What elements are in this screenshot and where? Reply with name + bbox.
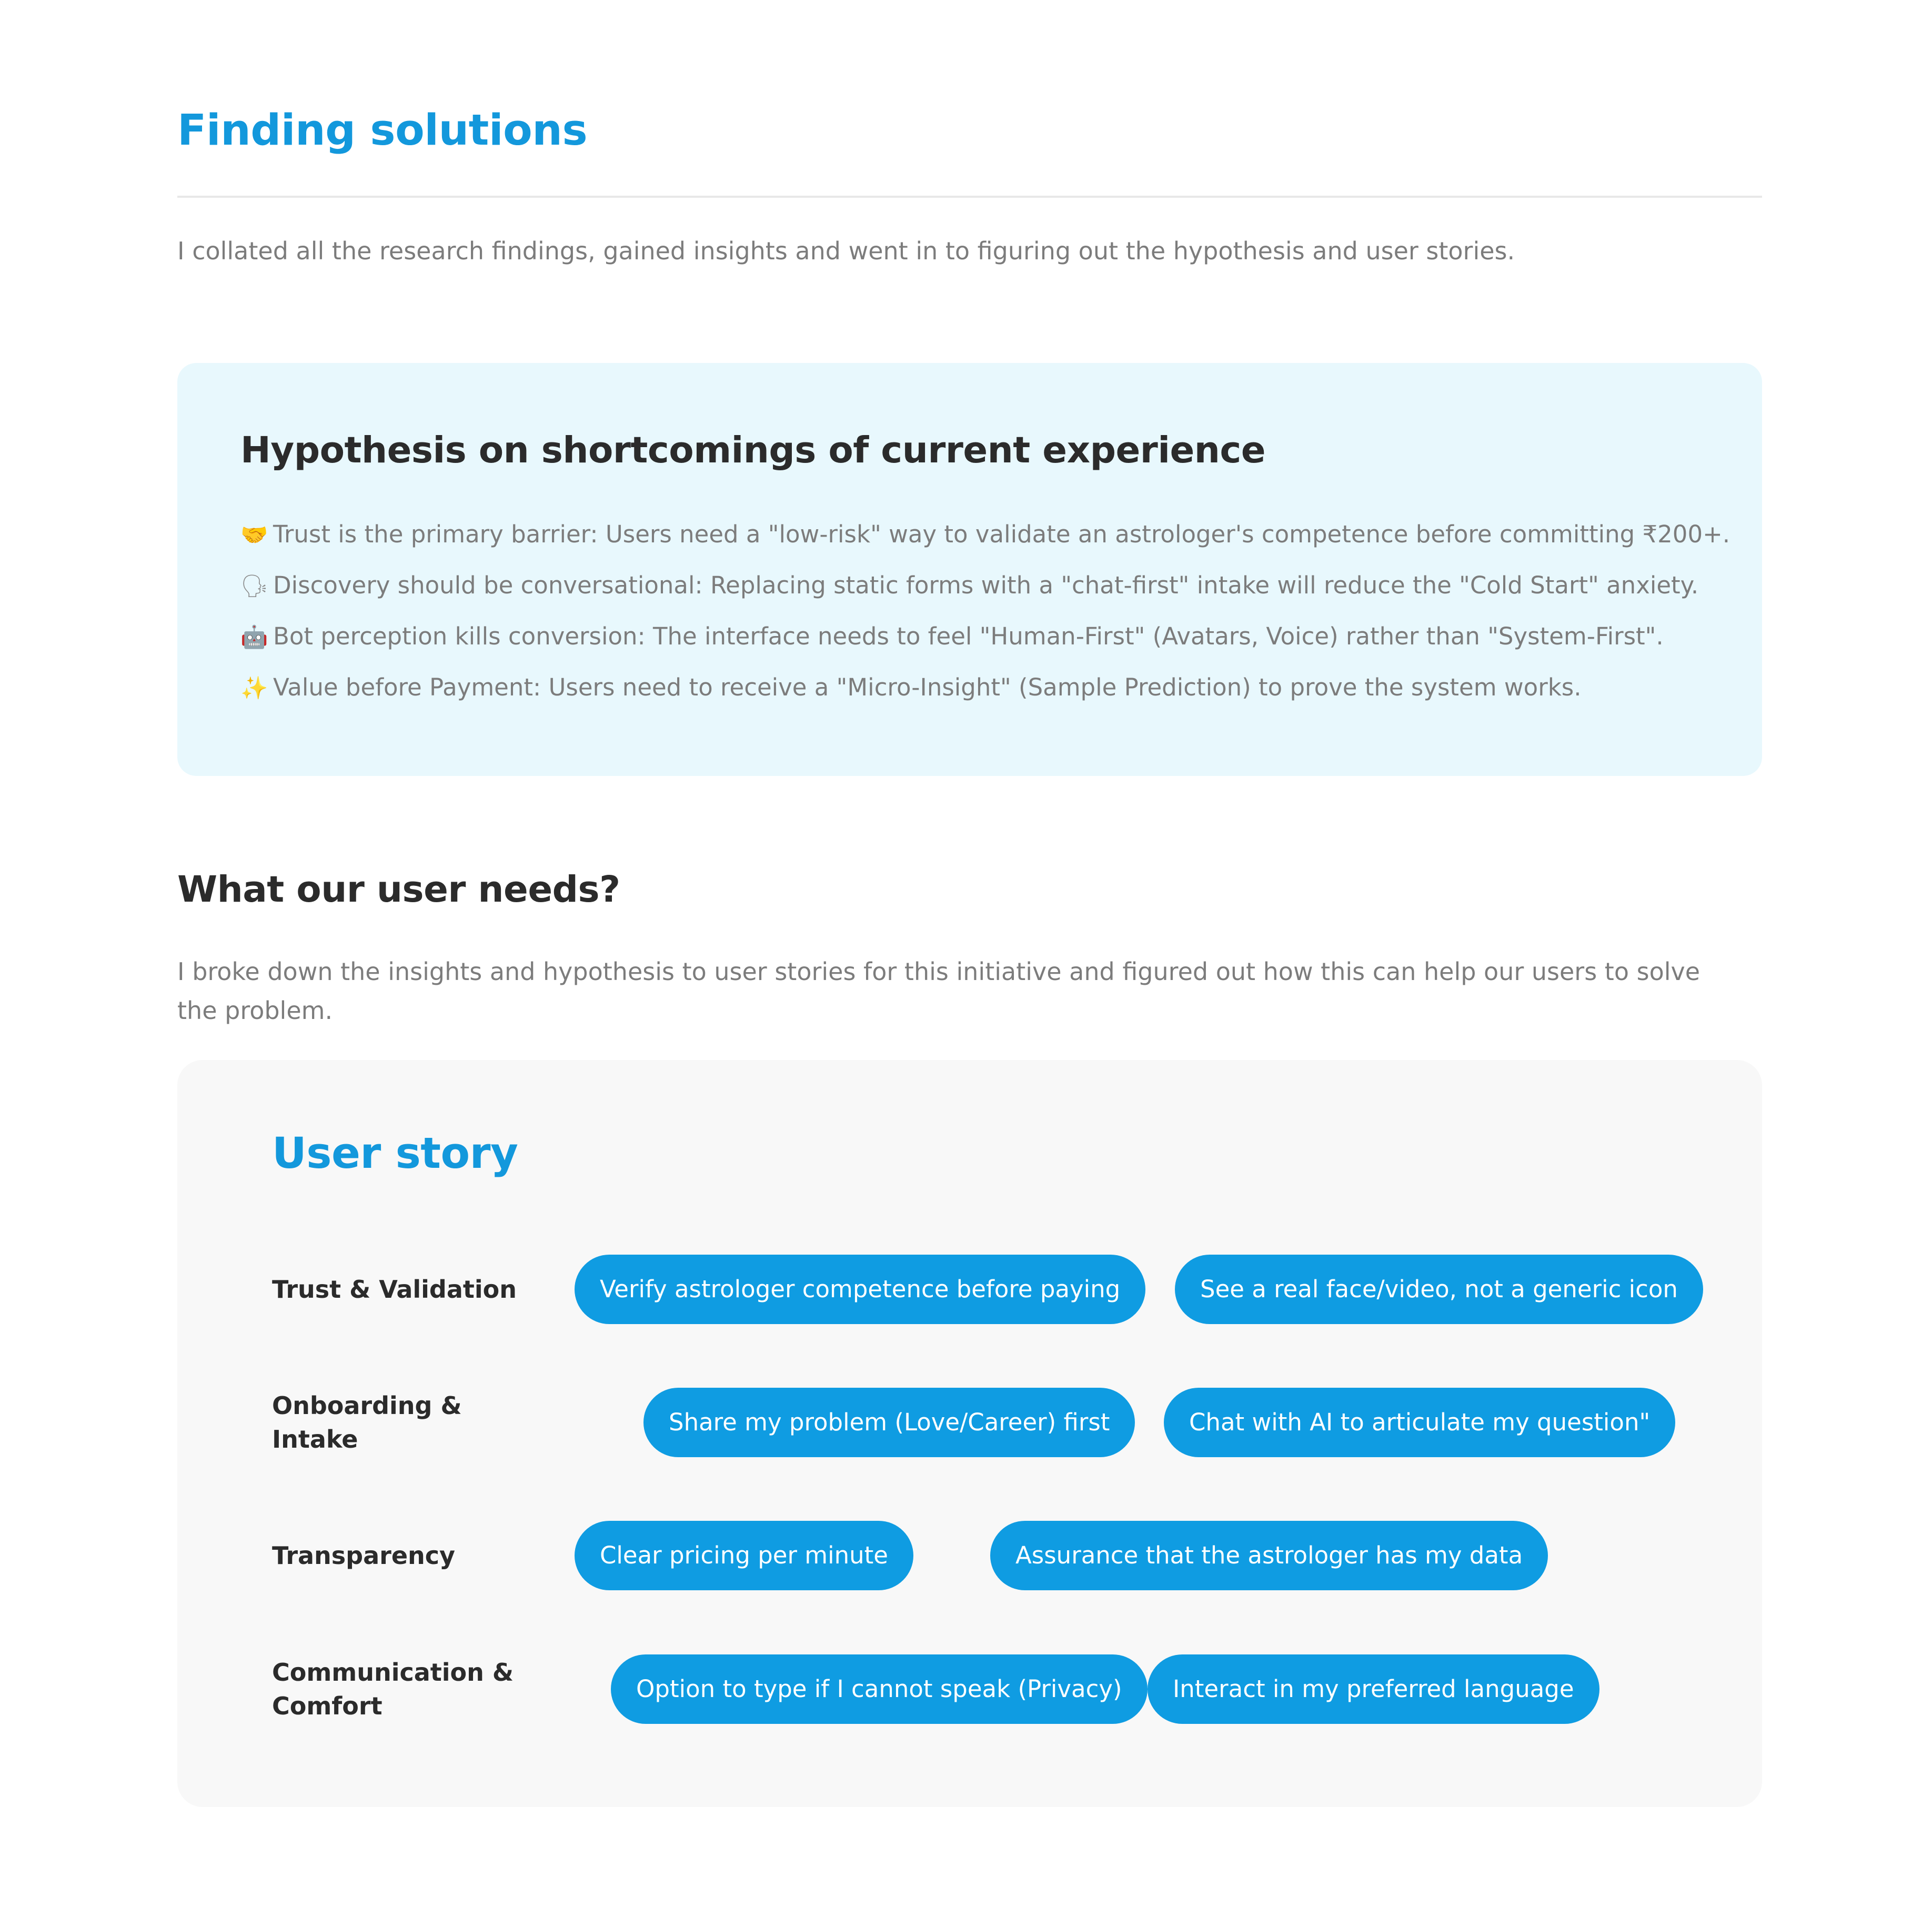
hypothesis-item-text: Discovery should be conversational: Replacing static forms with a "chat-first" intake will reduce the "Cold Start" anxiety.	[273, 571, 1699, 599]
story-chip[interactable]: Option to type if I cannot speak (Privacy)	[611, 1654, 1148, 1724]
story-row-label: Trust & Validation	[272, 1275, 517, 1304]
story-chip[interactable]: Share my problem (Love/Career) first	[643, 1388, 1135, 1457]
story-chip[interactable]: Verify astrologer competence before paying	[575, 1255, 1145, 1324]
hypothesis-title: Hypothesis on shortcomings of current experience	[240, 429, 1266, 471]
story-chip[interactable]: Interact in my preferred language	[1148, 1654, 1599, 1724]
hypothesis-item	[240, 611, 1730, 662]
sparkles-icon: ✨	[240, 675, 268, 701]
hypothesis-item	[240, 509, 1730, 560]
needs-text: I broke down the insights and hypothesis to user stories for this initiative and figured out how this can help our users to solve the problem.	[177, 957, 1700, 1025]
intro-text: I collated all the research findings, gained insights and went in to figuring out the hypothesis and user stories.	[177, 237, 1515, 265]
hypothesis-item-text: Bot perception kills conversion: The interface needs to feel "Human-First" (Avatars, Voice) rather than "System-First".	[273, 622, 1664, 650]
hypothesis-item-text: Value before Payment: Users need to receive a "Micro-Insight" (Sample Prediction) to prove the system works.	[273, 673, 1582, 701]
story-chip[interactable]: Assurance that the astrologer has my data	[990, 1521, 1548, 1590]
hypothesis-card	[177, 363, 1762, 776]
hypothesis-item	[240, 662, 1730, 713]
robot-icon: 🤖	[240, 624, 268, 650]
needs-title: What our user needs?	[177, 869, 620, 911]
page-title: Finding solutions	[177, 106, 588, 155]
story-row-transparency	[272, 1521, 1745, 1590]
story-row-onboarding	[272, 1388, 1745, 1457]
story-row-trust	[272, 1255, 1745, 1324]
story-row-label: Transparency	[272, 1541, 456, 1570]
handshake-icon: 🤝	[240, 522, 268, 548]
story-row-label: Onboarding & Intake	[272, 1391, 462, 1453]
story-chip[interactable]: Chat with AI to articulate my question"	[1164, 1388, 1675, 1457]
hypothesis-item-text: Trust is the primary barrier: Users need a "low-risk" way to validate an astrologer's competence before committing ₹200+.	[273, 520, 1730, 548]
hypothesis-item	[240, 560, 1730, 611]
story-chip[interactable]: Clear pricing per minute	[575, 1521, 913, 1590]
hypothesis-list	[240, 509, 1730, 713]
user-story-card	[177, 1060, 1762, 1807]
story-row-label: Communication & Comfort	[272, 1658, 514, 1720]
user-story-title: User story	[272, 1129, 518, 1178]
speaking-head-icon: 🗣	[240, 573, 269, 599]
story-chip[interactable]: See a real face/video, not a generic icon	[1175, 1255, 1703, 1324]
story-row-communication	[272, 1654, 1745, 1724]
title-divider	[177, 196, 1762, 198]
